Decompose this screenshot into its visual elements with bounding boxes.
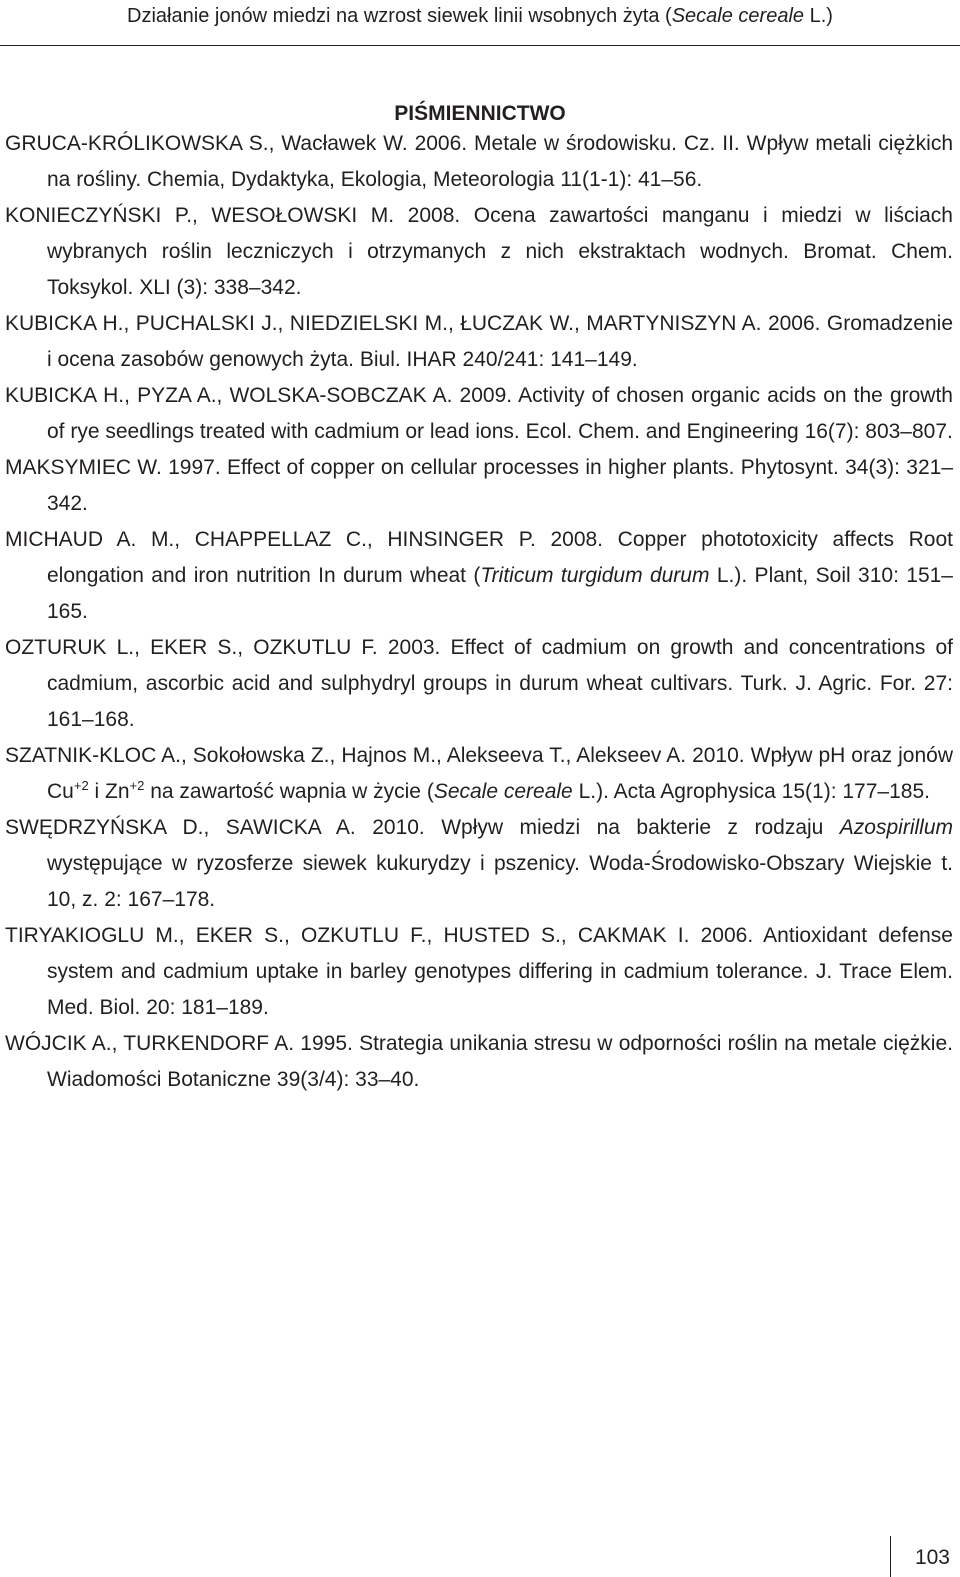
reference-authors: OZTURUK L., EKER S., OZKUTLU F. 2003.: [5, 636, 441, 659]
reference-text: Copper phototoxicity affects Root elongation and iron nutrition In durum wheat (: [47, 528, 953, 587]
reference-text: Strategia unikania stresu w odporności roślin na metale ciężkie. Wiadomości Botaniczne 39(3/4): 33–40.: [47, 1032, 953, 1091]
reference-item: [5, 126, 953, 198]
reference-authors: GRUCA-KRÓLIKOWSKA S., Wacławek W. 2006.: [5, 132, 468, 155]
reference-authors: SWĘDRZYŃSKA D., SAWICKA A. 2010.: [5, 816, 425, 839]
reference-authors: KUBICKA H., PYZA A., WOLSKA-SOBCZAK A. 2009.: [5, 384, 513, 407]
reference-item: [5, 378, 953, 450]
species-name: Secale cereale: [433, 780, 573, 803]
reference-text: Effect of copper on cellular processes in higher plants. Phytosynt. 34(3): 321–342.: [47, 456, 953, 515]
reference-text: Wpływ miedzi na bakterie z rodzaju: [424, 816, 840, 839]
ion-charge: +2: [73, 778, 89, 793]
running-header: [0, 0, 960, 46]
reference-authors: WÓJCIK A., TURKENDORF A. 1995.: [5, 1032, 353, 1055]
section-title: PIŚMIENNICTWO: [394, 102, 566, 125]
reference-item: [5, 630, 953, 738]
header-title: Działanie jonów miedzi na wzrost siewek linii wsobnych żyta (: [127, 5, 672, 27]
reference-item: [5, 918, 953, 1026]
reference-text: Gromadzenie i ocena zasobów genowych żyta. Biul. IHAR 240/241: 141–149.: [47, 312, 953, 371]
header-title-tail: L.): [804, 5, 833, 27]
reference-text: Activity of chosen organic acids on the growth of rye seedlings treated with cadmium or lead ions. Ecol. Chem. and Engineering 16(7): 803–807.: [47, 384, 953, 443]
reference-text: L.). Plant, Soil 310: 151–165.: [47, 564, 953, 623]
reference-authors: MAKSYMIEC W. 1997.: [5, 456, 221, 479]
reference-item: [5, 306, 953, 378]
reference-list: [5, 126, 953, 1098]
reference-item: [5, 198, 953, 306]
reference-text: na zawartość wapnia w życie (: [144, 780, 434, 803]
reference-text: Antioxidant defense system and cadmium uptake in barley genotypes differing in cadmium tolerance. J. Trace Elem. Med. Biol. 20: 181–189.: [47, 924, 953, 1019]
reference-authors: TIRYAKIOGLU M., EKER S., OZKUTLU F., HUSTED S., CAKMAK I. 2006.: [5, 924, 754, 947]
header-latin-name: Secale cereale: [671, 5, 805, 27]
reference-item: [5, 810, 953, 918]
reference-item: [5, 522, 953, 630]
reference-text: występujące w ryzosferze siewek kukurydzy i pszenicy. Woda-Środowisko-Obszary Wiejskie t. 10, z. 2: 167–178.: [47, 852, 953, 911]
reference-text: i Zn: [88, 780, 130, 803]
reference-item: [5, 1026, 953, 1098]
reference-item: [5, 738, 953, 810]
reference-authors: KUBICKA H., PUCHALSKI J., NIEDZIELSKI M., ŁUCZAK W., MARTYNISZYN A. 2006.: [5, 312, 821, 335]
species-name: Azospirillum: [839, 816, 953, 839]
ion-charge: +2: [129, 778, 145, 793]
reference-text: Effect of cadmium on growth and concentrations of cadmium, ascorbic acid and sulphydryl groups in durum wheat cultivars. Turk. J. Agric. For. 27: 161–168.: [47, 636, 953, 731]
species-name: Triticum turgidum durum: [480, 564, 710, 587]
reference-text: Wpływ pH oraz jonów Cu: [47, 744, 954, 803]
page-number: 103: [890, 1536, 950, 1577]
reference-item: [5, 450, 953, 522]
reference-text: Metale w środowisku. Cz. II. Wpływ metali ciężkich na rośliny. Chemia, Dydaktyka, Ekologia, Meteorologia 11(1-1): 41–56.: [47, 132, 953, 191]
reference-authors: KONIECZYŃSKI P., WESOŁOWSKI M. 2008.: [5, 204, 461, 227]
reference-text: Ocena zawartości manganu i miedzi w liściach wybranych roślin leczniczych i otrzymanych z nich ekstraktach wodnych. Bromat. Chem. Toksykol. XLI (3): 338–342.: [47, 204, 953, 299]
reference-text: L.). Acta Agrophysica 15(1): 177–185.: [572, 780, 930, 803]
reference-authors: MICHAUD A. M., CHAPPELLAZ C., HINSINGER P. 2008.: [5, 528, 604, 551]
reference-authors: SZATNIK-KLOC A., Sokołowska Z., Hajnos M., Alekseeva T., Alekseev A. 2010.: [5, 744, 745, 767]
